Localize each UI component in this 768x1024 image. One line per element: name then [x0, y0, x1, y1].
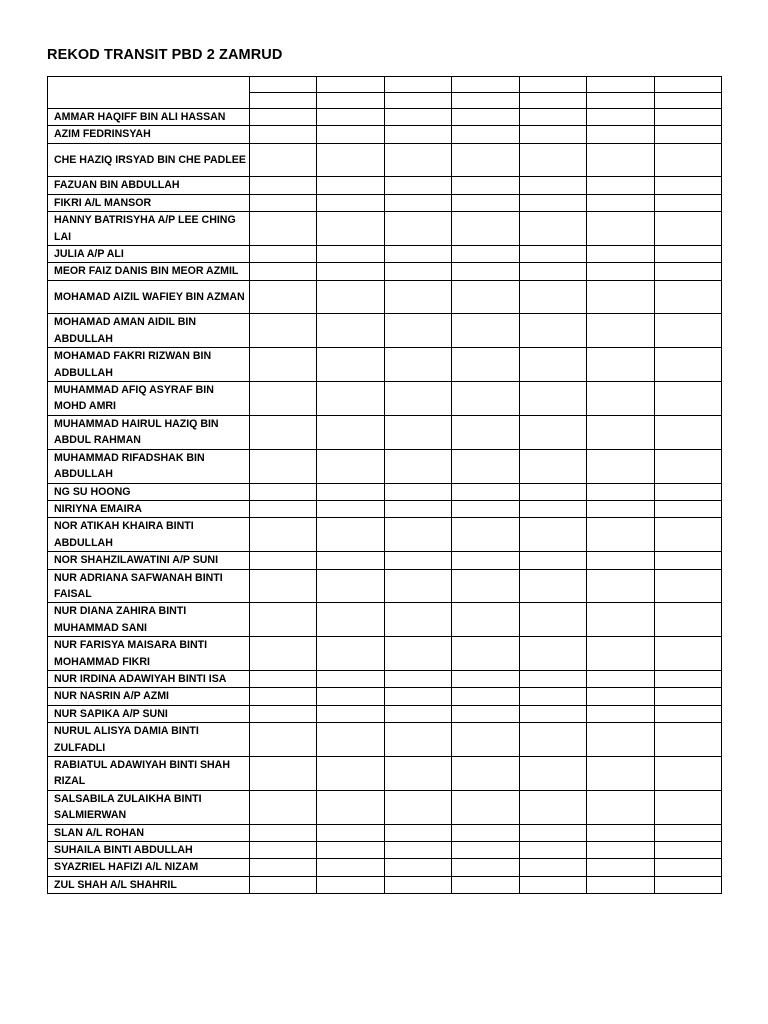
table-row: [48, 500, 722, 517]
record-cell[interactable]: [452, 212, 519, 246]
table-row: [48, 637, 722, 671]
record-cell[interactable]: [654, 552, 721, 569]
record-cell[interactable]: [587, 688, 654, 705]
record-cell[interactable]: [452, 194, 519, 211]
record-cell[interactable]: [587, 824, 654, 841]
record-cell[interactable]: [250, 569, 317, 603]
record-cell[interactable]: [519, 109, 586, 126]
record-cell[interactable]: [654, 143, 721, 177]
header-blank-cell: [250, 93, 317, 109]
record-cell[interactable]: [519, 569, 586, 603]
record-cell[interactable]: [587, 109, 654, 126]
record-cell[interactable]: [250, 143, 317, 177]
record-cell[interactable]: [317, 194, 384, 211]
record-cell[interactable]: [384, 824, 451, 841]
record-cell[interactable]: [452, 415, 519, 449]
record-cell[interactable]: [250, 670, 317, 687]
record-cell[interactable]: [587, 280, 654, 314]
record-cell[interactable]: [250, 824, 317, 841]
record-cell[interactable]: [654, 670, 721, 687]
table-row: [48, 212, 722, 246]
record-cell[interactable]: [250, 177, 317, 194]
record-cell[interactable]: [384, 348, 451, 382]
record-cell[interactable]: [519, 314, 586, 348]
record-cell[interactable]: [587, 842, 654, 859]
student-name-cell: MOHAMAD FAKRI RIZWAN BIN ADBULLAH: [48, 348, 250, 382]
table-row: [48, 705, 722, 722]
record-cell[interactable]: [519, 415, 586, 449]
record-cell[interactable]: [384, 790, 451, 824]
record-cell[interactable]: [587, 790, 654, 824]
table-row: [48, 143, 722, 177]
record-cell[interactable]: [452, 126, 519, 143]
page-title: REKOD TRANSIT PBD 2 ZAMRUD: [47, 47, 283, 63]
record-cell[interactable]: [317, 177, 384, 194]
record-cell[interactable]: [519, 126, 586, 143]
student-name-cell: CHE HAZIQ IRSYAD BIN CHE PADLEE: [48, 143, 250, 177]
record-cell[interactable]: [519, 876, 586, 893]
record-cell[interactable]: [250, 246, 317, 263]
student-name-cell: MUHAMMAD HAIRUL HAZIQ BIN ABDUL RAHMAN: [48, 415, 250, 449]
record-cell[interactable]: [654, 500, 721, 517]
table-row: [48, 518, 722, 552]
record-cell[interactable]: [452, 348, 519, 382]
record-cell[interactable]: [452, 382, 519, 416]
record-cell[interactable]: [250, 688, 317, 705]
table-row: [48, 483, 722, 500]
record-cell[interactable]: [587, 859, 654, 876]
record-cell[interactable]: [317, 382, 384, 416]
record-cell[interactable]: [654, 569, 721, 603]
record-cell[interactable]: [317, 109, 384, 126]
record-cell[interactable]: [384, 705, 451, 722]
header-blank-cell: [317, 93, 384, 109]
record-cell[interactable]: [654, 637, 721, 671]
table-row: [48, 246, 722, 263]
student-name-cell: SALSABILA ZULAIKHA BINTI SALMIERWAN: [48, 790, 250, 824]
header-blank-cell: [384, 93, 451, 109]
record-cell[interactable]: [384, 723, 451, 757]
record-cell[interactable]: [317, 263, 384, 280]
record-cell[interactable]: [587, 194, 654, 211]
record-cell[interactable]: [587, 670, 654, 687]
header-blank-cell: [452, 93, 519, 109]
record-cell[interactable]: [519, 670, 586, 687]
record-cell[interactable]: [250, 705, 317, 722]
record-cell[interactable]: [384, 569, 451, 603]
record-cell[interactable]: [250, 500, 317, 517]
record-cell[interactable]: [384, 246, 451, 263]
table-row: [48, 603, 722, 637]
record-cell[interactable]: [452, 518, 519, 552]
student-name-cell: RABIATUL ADAWIYAH BINTI SHAH RIZAL: [48, 757, 250, 791]
student-name-cell: AZIM FEDRINSYAH: [48, 126, 250, 143]
table-row: [48, 314, 722, 348]
student-name-cell: MOHAMAD AMAN AIDIL BIN ABDULLAH: [48, 314, 250, 348]
record-cell[interactable]: [317, 688, 384, 705]
record-cell[interactable]: [654, 314, 721, 348]
record-cell[interactable]: [452, 688, 519, 705]
record-cell[interactable]: [519, 246, 586, 263]
student-name-cell: NURUL ALISYA DAMIA BINTI ZULFADLI: [48, 723, 250, 757]
table-row: [48, 126, 722, 143]
record-cell[interactable]: [317, 552, 384, 569]
record-cell[interactable]: [452, 670, 519, 687]
record-cell[interactable]: [317, 790, 384, 824]
record-cell[interactable]: [452, 177, 519, 194]
record-cell[interactable]: [519, 637, 586, 671]
record-cell[interactable]: [384, 842, 451, 859]
student-name-cell: JULIA A/P ALI: [48, 246, 250, 263]
record-cell[interactable]: [587, 449, 654, 483]
table-row: [48, 824, 722, 841]
record-cell[interactable]: [587, 876, 654, 893]
student-name-cell: FAZUAN BIN ABDULLAH: [48, 177, 250, 194]
record-cell[interactable]: [587, 552, 654, 569]
record-cell[interactable]: [519, 723, 586, 757]
student-name-cell: NUR DIANA ZAHIRA BINTI MUHAMMAD SANI: [48, 603, 250, 637]
header-blank-cell: [250, 77, 317, 93]
table-row: [48, 449, 722, 483]
table-row: [48, 569, 722, 603]
record-cell[interactable]: [384, 757, 451, 791]
record-cell[interactable]: [384, 603, 451, 637]
record-cell[interactable]: [654, 790, 721, 824]
record-cell[interactable]: [250, 876, 317, 893]
record-cell[interactable]: [452, 483, 519, 500]
record-cell[interactable]: [587, 415, 654, 449]
name-header-cell: [48, 77, 250, 109]
record-cell[interactable]: [587, 314, 654, 348]
record-cell[interactable]: [452, 723, 519, 757]
record-cell[interactable]: [317, 757, 384, 791]
record-cell[interactable]: [317, 348, 384, 382]
record-cell[interactable]: [384, 449, 451, 483]
record-cell[interactable]: [384, 483, 451, 500]
record-cell[interactable]: [250, 126, 317, 143]
header-row: [48, 77, 722, 93]
record-cell[interactable]: [452, 143, 519, 177]
record-cell[interactable]: [384, 212, 451, 246]
record-cell[interactable]: [654, 603, 721, 637]
table-row: [48, 670, 722, 687]
record-cell[interactable]: [317, 280, 384, 314]
record-cell[interactable]: [587, 263, 654, 280]
record-cell[interactable]: [250, 194, 317, 211]
record-cell[interactable]: [384, 126, 451, 143]
record-cell[interactable]: [384, 859, 451, 876]
record-cell[interactable]: [250, 723, 317, 757]
record-cell[interactable]: [519, 263, 586, 280]
student-name-cell: MUHAMMAD RIFADSHAK BIN ABDULLAH: [48, 449, 250, 483]
table-row: [48, 790, 722, 824]
header-blank-cell: [654, 77, 721, 93]
record-cell[interactable]: [452, 790, 519, 824]
record-cell[interactable]: [317, 723, 384, 757]
record-cell[interactable]: [250, 859, 317, 876]
record-cell[interactable]: [317, 569, 384, 603]
record-cell[interactable]: [654, 723, 721, 757]
table-row: [48, 859, 722, 876]
record-cell[interactable]: [587, 500, 654, 517]
table-row: [48, 177, 722, 194]
student-name-cell: SLAN A/L ROHAN: [48, 824, 250, 841]
student-name-cell: FIKRI A/L MANSOR: [48, 194, 250, 211]
student-name-cell: NOR ATIKAH KHAIRA BINTI ABDULLAH: [48, 518, 250, 552]
table-row: [48, 348, 722, 382]
record-cell[interactable]: [317, 246, 384, 263]
student-name-cell: NUR NASRIN A/P AZMI: [48, 688, 250, 705]
record-cell[interactable]: [587, 382, 654, 416]
record-cell[interactable]: [519, 382, 586, 416]
record-cell[interactable]: [250, 637, 317, 671]
record-cell[interactable]: [452, 246, 519, 263]
student-name-cell: NUR SAPIKA A/P SUNI: [48, 705, 250, 722]
record-cell[interactable]: [519, 859, 586, 876]
record-cell[interactable]: [654, 280, 721, 314]
record-cell[interactable]: [250, 449, 317, 483]
record-cell[interactable]: [384, 688, 451, 705]
header-blank-cell: [519, 77, 586, 93]
record-cell[interactable]: [317, 876, 384, 893]
record-cell[interactable]: [654, 705, 721, 722]
record-cell[interactable]: [317, 705, 384, 722]
student-name-cell: ZUL SHAH A/L SHAHRIL: [48, 876, 250, 893]
record-cell[interactable]: [384, 670, 451, 687]
record-cell[interactable]: [384, 382, 451, 416]
record-cell[interactable]: [452, 757, 519, 791]
record-cell[interactable]: [250, 109, 317, 126]
record-cell[interactable]: [250, 415, 317, 449]
record-cell[interactable]: [654, 688, 721, 705]
record-cell[interactable]: [654, 194, 721, 211]
record-cell[interactable]: [519, 280, 586, 314]
record-cell[interactable]: [654, 449, 721, 483]
record-cell[interactable]: [519, 824, 586, 841]
record-cell[interactable]: [250, 382, 317, 416]
record-cell[interactable]: [654, 824, 721, 841]
record-cell[interactable]: [519, 212, 586, 246]
record-cell[interactable]: [519, 194, 586, 211]
student-name-cell: NUR IRDINA ADAWIYAH BINTI ISA: [48, 670, 250, 687]
record-cell[interactable]: [250, 263, 317, 280]
record-cell[interactable]: [654, 757, 721, 791]
record-cell[interactable]: [452, 859, 519, 876]
record-cell[interactable]: [317, 518, 384, 552]
record-cell[interactable]: [654, 246, 721, 263]
record-cell[interactable]: [587, 348, 654, 382]
table-row: [48, 280, 722, 314]
record-cell[interactable]: [250, 483, 317, 500]
record-cell[interactable]: [654, 212, 721, 246]
record-cell[interactable]: [654, 263, 721, 280]
record-cell[interactable]: [519, 483, 586, 500]
record-cell[interactable]: [519, 688, 586, 705]
table-row: [48, 757, 722, 791]
record-cell[interactable]: [317, 212, 384, 246]
record-cell[interactable]: [384, 143, 451, 177]
student-name-cell: AMMAR HAQIFF BIN ALI HASSAN: [48, 109, 250, 126]
student-name-cell: NUR ADRIANA SAFWANAH BINTI FAISAL: [48, 569, 250, 603]
student-name-cell: NG SU HOONG: [48, 483, 250, 500]
record-cell[interactable]: [654, 382, 721, 416]
record-cell[interactable]: [384, 314, 451, 348]
record-cell[interactable]: [384, 876, 451, 893]
table-row: [48, 552, 722, 569]
student-name-cell: SYAZRIEL HAFIZI A/L NIZAM: [48, 859, 250, 876]
record-cell[interactable]: [317, 314, 384, 348]
record-cell[interactable]: [317, 449, 384, 483]
record-cell[interactable]: [452, 569, 519, 603]
record-cell[interactable]: [654, 859, 721, 876]
table-row: [48, 688, 722, 705]
record-cell[interactable]: [654, 415, 721, 449]
record-cell[interactable]: [250, 348, 317, 382]
record-cell[interactable]: [587, 723, 654, 757]
record-cell[interactable]: [452, 842, 519, 859]
record-cell[interactable]: [317, 143, 384, 177]
record-cell[interactable]: [654, 518, 721, 552]
record-cell[interactable]: [384, 500, 451, 517]
record-cell[interactable]: [384, 518, 451, 552]
record-cell[interactable]: [587, 637, 654, 671]
record-cell[interactable]: [452, 449, 519, 483]
record-cell[interactable]: [654, 177, 721, 194]
table-row: [48, 263, 722, 280]
record-cell[interactable]: [250, 790, 317, 824]
record-cell[interactable]: [452, 314, 519, 348]
record-cell[interactable]: [654, 483, 721, 500]
record-cell[interactable]: [519, 348, 586, 382]
header-blank-cell: [519, 93, 586, 109]
student-name-cell: HANNY BATRISYHA A/P LEE CHING LAI: [48, 212, 250, 246]
header-blank-cell: [587, 93, 654, 109]
record-cell[interactable]: [587, 126, 654, 143]
record-cell[interactable]: [317, 637, 384, 671]
record-cell[interactable]: [519, 500, 586, 517]
record-cell[interactable]: [384, 177, 451, 194]
record-cell[interactable]: [384, 415, 451, 449]
record-cell[interactable]: [452, 500, 519, 517]
student-name-cell: SUHAILA BINTI ABDULLAH: [48, 842, 250, 859]
record-cell[interactable]: [519, 842, 586, 859]
record-cell[interactable]: [317, 483, 384, 500]
record-cell[interactable]: [654, 109, 721, 126]
record-cell[interactable]: [384, 263, 451, 280]
record-cell[interactable]: [587, 483, 654, 500]
student-name-cell: MOHAMAD AIZIL WAFIEY BIN AZMAN: [48, 280, 250, 314]
record-cell[interactable]: [250, 314, 317, 348]
record-cell[interactable]: [519, 790, 586, 824]
table-row: [48, 109, 722, 126]
header-blank-cell: [317, 77, 384, 93]
header-blank-cell: [654, 93, 721, 109]
header-blank-cell: [452, 77, 519, 93]
record-cell[interactable]: [519, 552, 586, 569]
record-cell[interactable]: [654, 348, 721, 382]
student-name-cell: MEOR FAIZ DANIS BIN MEOR AZMIL: [48, 263, 250, 280]
record-cell[interactable]: [654, 876, 721, 893]
record-cell[interactable]: [587, 143, 654, 177]
student-name-cell: MUHAMMAD AFIQ ASYRAF BIN MOHD AMRI: [48, 382, 250, 416]
record-cell[interactable]: [654, 842, 721, 859]
record-cell[interactable]: [519, 177, 586, 194]
record-cell[interactable]: [587, 518, 654, 552]
record-cell[interactable]: [587, 705, 654, 722]
record-cell[interactable]: [452, 109, 519, 126]
table-row: [48, 415, 722, 449]
student-name-cell: NIRIYNA EMAIRA: [48, 500, 250, 517]
record-cell[interactable]: [452, 280, 519, 314]
student-name-cell: NOR SHAHZILAWATINI A/P SUNI: [48, 552, 250, 569]
record-cell[interactable]: [519, 705, 586, 722]
record-cell[interactable]: [519, 603, 586, 637]
record-cell[interactable]: [317, 670, 384, 687]
header-blank-cell: [384, 77, 451, 93]
record-cell[interactable]: [384, 280, 451, 314]
table-row: [48, 382, 722, 416]
record-cell[interactable]: [519, 143, 586, 177]
record-cell[interactable]: [654, 126, 721, 143]
record-cell[interactable]: [384, 194, 451, 211]
record-cell[interactable]: [250, 518, 317, 552]
record-cell[interactable]: [250, 280, 317, 314]
record-cell[interactable]: [587, 177, 654, 194]
table-row: [48, 876, 722, 893]
record-cell[interactable]: [519, 518, 586, 552]
record-cell[interactable]: [317, 126, 384, 143]
record-cell[interactable]: [452, 552, 519, 569]
table-row: [48, 723, 722, 757]
table-row: [48, 194, 722, 211]
transit-record-table: [47, 76, 722, 894]
record-cell[interactable]: [317, 842, 384, 859]
record-cell[interactable]: [317, 500, 384, 517]
record-cell[interactable]: [250, 552, 317, 569]
record-cell[interactable]: [587, 246, 654, 263]
record-cell[interactable]: [452, 876, 519, 893]
record-cell[interactable]: [587, 212, 654, 246]
table-row: [48, 842, 722, 859]
record-cell[interactable]: [250, 212, 317, 246]
student-name-cell: NUR FARISYA MAISARA BINTI MOHAMMAD FIKRI: [48, 637, 250, 671]
record-cell[interactable]: [519, 449, 586, 483]
record-cell[interactable]: [384, 109, 451, 126]
record-cell[interactable]: [452, 637, 519, 671]
record-cell[interactable]: [250, 603, 317, 637]
record-cell[interactable]: [317, 415, 384, 449]
record-cell[interactable]: [452, 603, 519, 637]
record-cell[interactable]: [587, 569, 654, 603]
table-body: [48, 77, 722, 894]
record-cell[interactable]: [384, 637, 451, 671]
record-cell[interactable]: [452, 705, 519, 722]
record-cell[interactable]: [250, 842, 317, 859]
header-blank-cell: [587, 77, 654, 93]
record-cell[interactable]: [452, 263, 519, 280]
record-cell[interactable]: [384, 552, 451, 569]
record-cell[interactable]: [519, 757, 586, 791]
record-cell[interactable]: [317, 824, 384, 841]
record-cell[interactable]: [250, 757, 317, 791]
record-cell[interactable]: [587, 603, 654, 637]
record-cell[interactable]: [317, 603, 384, 637]
record-cell[interactable]: [317, 859, 384, 876]
record-cell[interactable]: [452, 824, 519, 841]
record-cell[interactable]: [587, 757, 654, 791]
